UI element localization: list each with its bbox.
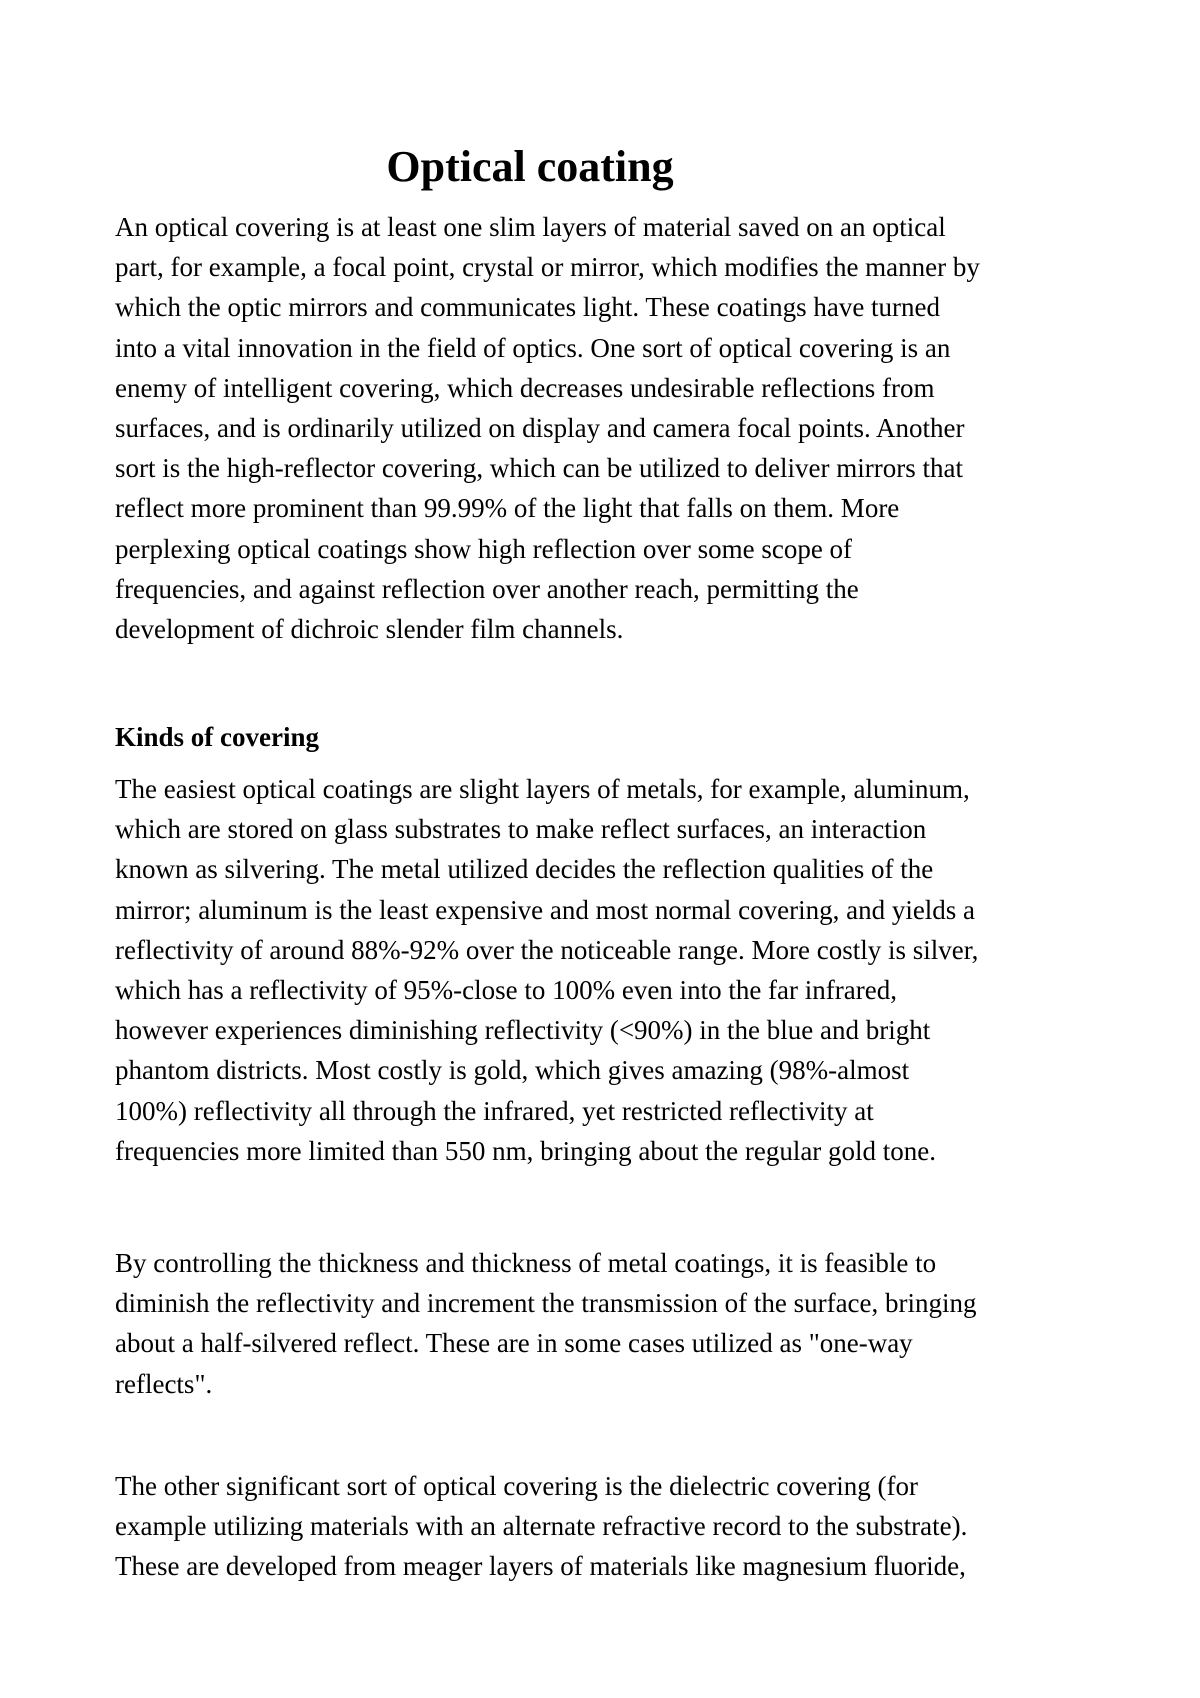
dielectric-paragraph [115, 1466, 1095, 1587]
text-line: which are stored on glass substrates to make reflect surfaces, an interaction [115, 814, 927, 845]
text-line: which has a reflectivity of 95%-close to 100% even into the far infrared, [115, 975, 897, 1006]
text-line: reflects". [115, 1368, 213, 1399]
intro-paragraph [115, 207, 1095, 649]
kinds-paragraph [115, 769, 1095, 1171]
text-line: frequencies more limited than 550 nm, bringing about the regular gold tone. [115, 1135, 937, 1166]
section-heading: Kinds of covering [115, 722, 320, 752]
text-line: however experiences diminishing reflectivity (<90%) in the blue and bright [115, 1015, 931, 1046]
text-line: which the optic mirrors and communicates light. These coatings have turned [115, 292, 941, 323]
text-line: The easiest optical coatings are slight layers of metals, for example, aluminum, [115, 774, 970, 804]
text-line: reflect more prominent than 99.99% of the light that falls on them. More [115, 493, 900, 524]
text-line: diminish the reflectivity and increment the transmission of the surface, bringing [115, 1288, 977, 1319]
text-line: surfaces, and is ordinarily utilized on display and camera focal points. Another [115, 413, 965, 444]
text-line: An optical covering is at least one slim layers of material saved on an optical [115, 212, 946, 242]
text-line: sort is the high-reflector covering, which can be utilized to deliver mirrors that [115, 453, 963, 484]
text-line: example utilizing materials with an alternate refractive record to the substrate). [115, 1511, 968, 1542]
text-line: enemy of intelligent covering, which decreases undesirable reflections from [115, 372, 935, 403]
text-line: By controlling the thickness and thickness of metal coatings, it is feasible to [115, 1248, 937, 1278]
text-line: known as silvering. The metal utilized decides the reflection qualities of the [115, 854, 934, 885]
text-line: perplexing optical coatings show high reflection over some scope of [115, 533, 853, 564]
text-line: frequencies, and against reflection over another reach, permitting the [115, 573, 859, 604]
text-line: into a vital innovation in the field of optics. One sort of optical covering is an [115, 332, 951, 363]
text-line: These are developed from meager layers of materials like magnesium fluoride, [115, 1551, 966, 1582]
page-title: Optical coating [386, 142, 674, 191]
thickness-paragraph [115, 1243, 1095, 1404]
text-line: 100%) reflectivity all through the infrared, yet restricted reflectivity at [115, 1095, 874, 1126]
text-line: about a half-silvered reflect. These are in some cases utilized as "one-way [115, 1328, 913, 1359]
text-line: mirror; aluminum is the least expensive and most normal covering, and yields a [115, 894, 976, 925]
text-line: development of dichroic slender film channels. [115, 614, 624, 645]
text-line: part, for example, a focal point, crystal or mirror, which modifies the manner by [115, 252, 980, 283]
text-line: The other significant sort of optical covering is the dielectric covering (for [115, 1471, 918, 1501]
text-line: reflectivity of around 88%-92% over the noticeable range. More costly is silver, [115, 934, 979, 965]
text-line: phantom districts. Most costly is gold, which gives amazing (98%-almost [115, 1055, 910, 1086]
